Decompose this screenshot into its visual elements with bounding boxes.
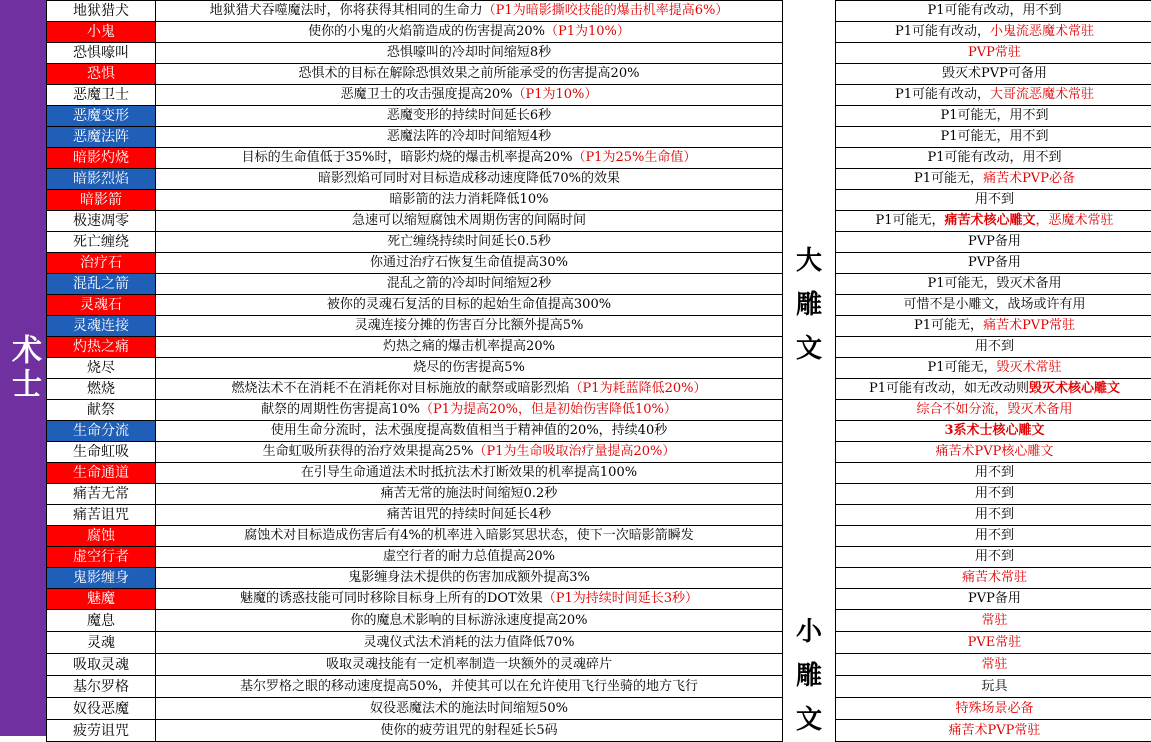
- note-highlight: 综合不如分流，毁灭术备用: [916, 402, 1072, 417]
- table-row: [47, 547, 1151, 568]
- note-highlight: 毁灭术核心雕文: [1029, 381, 1120, 396]
- effect-text: 生命虹吸所获得的治疗效果提高25%: [263, 444, 474, 459]
- effect-text: 痛苦无常的施法时间缩短0.2秒: [381, 486, 558, 501]
- glyph-name: 魔息: [47, 610, 156, 632]
- note-text: 用不到: [975, 465, 1014, 480]
- group-label-text: 大雕文: [796, 239, 822, 371]
- glyph-name: 暗影箭: [47, 190, 156, 211]
- effect-text: 恐惧术的目标在解除恐惧效果之前所能承受的伤害提高20%: [299, 66, 640, 81]
- note-highlight: 3系术士核心雕文: [944, 423, 1044, 438]
- note-highlight: 痛苦术PVP必备: [983, 171, 1075, 186]
- table-row: [47, 148, 1151, 169]
- glyph-effect: [156, 43, 783, 64]
- glyph-effect: [156, 632, 783, 654]
- note-text: PVP备用: [968, 591, 1021, 606]
- glyph-note: [836, 358, 1151, 379]
- glyph-name: 魅魔: [47, 589, 156, 610]
- table-row: [47, 442, 1151, 463]
- table-row: [47, 526, 1151, 547]
- glyph-note: [836, 379, 1151, 400]
- table-row: [47, 295, 1151, 316]
- note-text: 玩具: [981, 679, 1007, 694]
- glyph-effect: [156, 547, 783, 568]
- effect-text: 痛苦诅咒的持续时间延长4秒: [387, 507, 551, 522]
- table-row: [47, 358, 1151, 379]
- table-row: [47, 1, 1151, 22]
- table-row: [47, 484, 1151, 505]
- glyph-effect: [156, 22, 783, 43]
- glyph-note: [836, 43, 1151, 64]
- glyph-name: 奴役恶魔: [47, 698, 156, 720]
- glyph-note: [836, 148, 1151, 169]
- table-row: [47, 610, 1151, 632]
- effect-text: 恐惧嚎叫的冷却时间缩短8秒: [387, 45, 551, 60]
- glyph-note: [836, 676, 1151, 698]
- glyph-name: 吸取灵魂: [47, 654, 156, 676]
- table-row: [47, 505, 1151, 526]
- glyph-effect: [156, 1, 783, 22]
- note-text: PVP备用: [968, 255, 1021, 270]
- glyph-name: 燃烧: [47, 379, 156, 400]
- effect-text: 灼热之痛的爆击机率提高20%: [383, 339, 555, 354]
- note-highlight: 痛苦术PVP常驻: [949, 723, 1041, 738]
- table-row: [47, 676, 1151, 698]
- glyph-note: [836, 337, 1151, 358]
- effect-note: （P1为暗影撕咬技能的爆击机率提高6%）: [483, 3, 729, 18]
- glyph-name: 恐惧: [47, 64, 156, 85]
- glyph-effect: [156, 211, 783, 232]
- glyph-note: [836, 253, 1151, 274]
- table-row: [47, 400, 1151, 421]
- table-row: [47, 421, 1151, 442]
- effect-text: 献祭的周期性伤害提高10%: [261, 402, 420, 417]
- glyph-effect: [156, 654, 783, 676]
- table-row: [47, 211, 1151, 232]
- table-row: [47, 127, 1151, 148]
- effect-text: 恶魔法阵的冷却时间缩短4秒: [387, 129, 551, 144]
- glyph-name: 疲劳诅咒: [47, 720, 156, 742]
- effect-note: （P1为提高20%，但是初始伤害降低10%）: [420, 402, 677, 417]
- note-text: 用不到: [975, 507, 1014, 522]
- effect-text: 使你的小鬼的火焰箭造成的伤害提高20%: [308, 24, 545, 39]
- glyph-name: 治疗石: [47, 253, 156, 274]
- effect-text: 魅魔的诱惑技能可同时移除目标身上所有的DOT效果: [240, 591, 543, 606]
- table-row: [47, 106, 1151, 127]
- glyph-effect: [156, 676, 783, 698]
- glyph-effect: [156, 421, 783, 442]
- effect-text: 地狱猎犬吞噬魔法时，你将获得其相同的生命力: [210, 3, 483, 18]
- effect-text: 目标的生命值低于35%时，暗影灼烧的爆击机率提高20%: [242, 150, 573, 165]
- table-row: [47, 190, 1151, 211]
- glyph-name: 恶魔卫士: [47, 85, 156, 106]
- table-row: [47, 589, 1151, 610]
- glyph-name: 死亡缠绕: [47, 232, 156, 253]
- glyph-effect: [156, 64, 783, 85]
- glyph-name: 献祭: [47, 400, 156, 421]
- glyph-note: [836, 85, 1151, 106]
- note-text: P1可能有改动，如无改动则: [869, 381, 1029, 396]
- glyph-effect: [156, 589, 783, 610]
- glyph-effect: [156, 127, 783, 148]
- glyph-note: [836, 232, 1151, 253]
- note-highlight: 特殊场景必备: [955, 701, 1033, 716]
- glyph-note: [836, 421, 1151, 442]
- note-highlight: 小鬼流恶魔术常驻: [990, 24, 1094, 39]
- glyph-name: 暗影烈焰: [47, 169, 156, 190]
- effect-text: 死亡缠绕持续时间延长0.5秒: [387, 234, 551, 249]
- group-label-text: 小雕文: [796, 610, 822, 742]
- glyph-name: 地狱猎犬: [47, 1, 156, 22]
- glyph-effect: [156, 274, 783, 295]
- glyph-note: [836, 400, 1151, 421]
- effect-note: （P1为10%）: [545, 24, 630, 39]
- effect-note: （P1为10%）: [512, 87, 597, 102]
- effect-text: 吸取灵魂技能有一定机率制造一块额外的灵魂碎片: [326, 657, 612, 672]
- glyph-note: [836, 463, 1151, 484]
- glyph-effect: [156, 698, 783, 720]
- glyph-note: [836, 589, 1151, 610]
- effect-text: 恶魔卫士的攻击强度提高20%: [341, 87, 513, 102]
- glyph-effect: [156, 505, 783, 526]
- note-highlight: 痛苦术PVP核心雕文: [936, 444, 1054, 459]
- glyph-note: [836, 654, 1151, 676]
- note-text: 用不到: [975, 528, 1014, 543]
- glyph-name: 灵魂连接: [47, 316, 156, 337]
- effect-text: 使你的疲劳诅咒的射程延长5码: [380, 723, 557, 738]
- class-label: 术士: [1, 334, 45, 402]
- note-text: P1可能有改动，: [895, 24, 990, 39]
- glyph-note: [836, 610, 1151, 632]
- glyph-note: [836, 295, 1151, 316]
- table-row: [47, 64, 1151, 85]
- glyph-name: 灵魂石: [47, 295, 156, 316]
- glyph-note: [836, 211, 1151, 232]
- table-row: [47, 253, 1151, 274]
- effect-text: 你的魔息术影响的目标游泳速度提高20%: [351, 613, 588, 628]
- table-row: [47, 232, 1151, 253]
- glyph-name: 混乱之箭: [47, 274, 156, 295]
- effect-text: 燃烧法术不在消耗不在消耗你对目标施放的献祭或暗影烈焰: [232, 381, 570, 396]
- glyph-note: [836, 190, 1151, 211]
- glyph-effect: [156, 232, 783, 253]
- glyph-note: [836, 505, 1151, 526]
- glyph-note: [836, 1, 1151, 22]
- effect-text: 腐蚀术对目标造成伤害后有4%的机率进入暗影冥思状态，使下一次暗影箭瞬发: [244, 528, 694, 543]
- glyph-effect: [156, 484, 783, 505]
- glyph-effect: [156, 148, 783, 169]
- glyph-name: 小鬼: [47, 22, 156, 43]
- glyph-effect: [156, 358, 783, 379]
- note-highlight: 常驻: [981, 657, 1007, 672]
- glyph-effect: [156, 568, 783, 589]
- note-text: P1可能无，毁灭术备用: [927, 276, 1061, 291]
- table-row: [47, 632, 1151, 654]
- glyph-name: 痛苦诅咒: [47, 505, 156, 526]
- note-highlight: 常驻: [981, 613, 1007, 628]
- note-text: 用不到: [975, 549, 1014, 564]
- group-label-major: [783, 1, 836, 610]
- glyph-name: 灼热之痛: [47, 337, 156, 358]
- effect-text: 基尔罗格之眼的移动速度提高50%，并使其可以在允许使用飞行坐骑的地方飞行: [240, 679, 698, 694]
- effect-text: 你通过治疗石恢复生命值提高30%: [370, 255, 568, 270]
- glyph-name: 暗影灼烧: [47, 148, 156, 169]
- effect-text: 灵魂连接分摊的伤害百分比额外提高5%: [355, 318, 584, 333]
- effect-text: 灵魂仪式法术消耗的法力值降低70%: [364, 635, 575, 650]
- note-text: P1可能无，用不到: [940, 108, 1048, 123]
- effect-text: 奴役恶魔法术的施法时间缩短50%: [370, 701, 568, 716]
- glyph-name: 灵魂: [47, 632, 156, 654]
- note-highlight: PVE常驻: [968, 635, 1022, 650]
- glyph-name: 极速凋零: [47, 211, 156, 232]
- class-label-column: [0, 0, 46, 736]
- effect-note: （P1为持续时间延长3秒）: [543, 591, 698, 606]
- note-text: P1可能有改动，用不到: [927, 150, 1061, 165]
- glyph-name: 生命分流: [47, 421, 156, 442]
- glyph-name: 恶魔法阵: [47, 127, 156, 148]
- effect-note: （P1为生命吸取治疗量提高20%）: [473, 444, 675, 459]
- note-text: P1可能有改动，: [895, 87, 990, 102]
- table-row: [47, 169, 1151, 190]
- note-text: 毁灭术PVP可备用: [942, 66, 1047, 81]
- glyph-note: [836, 526, 1151, 547]
- glyph-name: 烧尽: [47, 358, 156, 379]
- effect-text: 鬼影缠身法术提供的伤害加成额外提高3%: [348, 570, 590, 585]
- glyph-note: [836, 127, 1151, 148]
- note-text: P1可能无，: [914, 318, 983, 333]
- table-row: [47, 568, 1151, 589]
- table-row: [47, 274, 1151, 295]
- note-highlight-extra: ，恶魔术常驻: [1036, 213, 1114, 228]
- glyph-effect: [156, 442, 783, 463]
- effect-text: 使用生命分流时，法术强度提高数值相当于精神值的20%，持续40秒: [271, 423, 667, 438]
- glyph-note: [836, 720, 1151, 742]
- note-highlight: PVP常驻: [968, 45, 1021, 60]
- glyph-note: [836, 698, 1151, 720]
- note-highlight: 痛苦术常驻: [962, 570, 1027, 585]
- table-row: [47, 337, 1151, 358]
- note-text: 用不到: [975, 192, 1014, 207]
- glyph-table: [46, 0, 1151, 742]
- glyph-name: 腐蚀: [47, 526, 156, 547]
- glyph-note: [836, 442, 1151, 463]
- glyph-name: 虚空行者: [47, 547, 156, 568]
- note-text: 用不到: [975, 486, 1014, 501]
- glyph-note: [836, 274, 1151, 295]
- glyph-note: [836, 316, 1151, 337]
- glyph-effect: [156, 463, 783, 484]
- note-highlight: 痛苦术核心雕文: [945, 213, 1036, 228]
- group-label-minor: [783, 610, 836, 742]
- glyph-name: 恶魔变形: [47, 106, 156, 127]
- glyph-name: 痛苦无常: [47, 484, 156, 505]
- note-text: P1可能无，: [914, 171, 983, 186]
- glyph-effect: [156, 526, 783, 547]
- glyph-note: [836, 632, 1151, 654]
- glyph-name: 生命虹吸: [47, 442, 156, 463]
- glyph-note: [836, 484, 1151, 505]
- glyph-name: 基尔罗格: [47, 676, 156, 698]
- effect-text: 在引导生命通道法术时抵抗法术打断效果的机率提高100%: [301, 465, 637, 480]
- glyph-effect: [156, 106, 783, 127]
- table-row: [47, 654, 1151, 676]
- glyph-effect: [156, 295, 783, 316]
- note-text: P1可能无，: [875, 213, 944, 228]
- effect-text: 烧尽的伤害提高5%: [413, 360, 525, 375]
- glyph-name: 生命通道: [47, 463, 156, 484]
- effect-text: 恶魔变形的持续时间延长6秒: [387, 108, 551, 123]
- table-row: [47, 85, 1151, 106]
- glyph-effect: [156, 610, 783, 632]
- glyph-table-body: [47, 1, 1151, 742]
- glyph-note: [836, 64, 1151, 85]
- effect-text: 虚空行者的耐力总值提高20%: [383, 549, 555, 564]
- glyph-effect: [156, 720, 783, 742]
- table-row: [47, 316, 1151, 337]
- note-text: 用不到: [975, 339, 1014, 354]
- glyph-effect: [156, 337, 783, 358]
- effect-text: 混乱之箭的冷却时间缩短2秒: [387, 276, 551, 291]
- glyph-effect: [156, 169, 783, 190]
- note-text: P1可能无，: [927, 360, 996, 375]
- glyph-name: 鬼影缠身: [47, 568, 156, 589]
- effect-text: 被你的灵魂石复活的目标的起始生命值提高300%: [327, 297, 611, 312]
- glyph-note: [836, 22, 1151, 43]
- effect-note: （P1为25%生命值）: [572, 150, 696, 165]
- table-row: [47, 379, 1151, 400]
- note-text: P1可能有改动，用不到: [927, 3, 1061, 18]
- table-row: [47, 720, 1151, 742]
- glyph-effect: [156, 253, 783, 274]
- note-text: 可惜不是小雕文，战场或许有用: [903, 297, 1085, 312]
- glyph-effect: [156, 400, 783, 421]
- effect-text: 急速可以缩短腐蚀术周期伤害的间隔时间: [352, 213, 586, 228]
- glyph-effect: [156, 316, 783, 337]
- glyph-effect: [156, 379, 783, 400]
- glyph-effect: [156, 190, 783, 211]
- glyph-note: [836, 106, 1151, 127]
- effect-note: （P1为耗蓝降低20%）: [570, 381, 707, 396]
- note-highlight: 毁灭术常驻: [997, 360, 1062, 375]
- glyph-effect: [156, 85, 783, 106]
- table-row: [47, 22, 1151, 43]
- note-text: P1可能无，用不到: [940, 129, 1048, 144]
- table-row: [47, 463, 1151, 484]
- note-highlight: 痛苦术PVP常驻: [983, 318, 1075, 333]
- glyph-name: 恐惧嚎叫: [47, 43, 156, 64]
- glyph-note: [836, 547, 1151, 568]
- table-row: [47, 698, 1151, 720]
- glyph-note: [836, 169, 1151, 190]
- table-row: [47, 43, 1151, 64]
- note-text: PVP备用: [968, 234, 1021, 249]
- effect-text: 暗影烈焰可同时对目标造成移动速度降低70%的效果: [318, 171, 620, 186]
- effect-text: 暗影箭的法力消耗降低10%: [390, 192, 549, 207]
- glyph-note: [836, 568, 1151, 589]
- note-highlight: 大哥流恶魔术常驻: [990, 87, 1094, 102]
